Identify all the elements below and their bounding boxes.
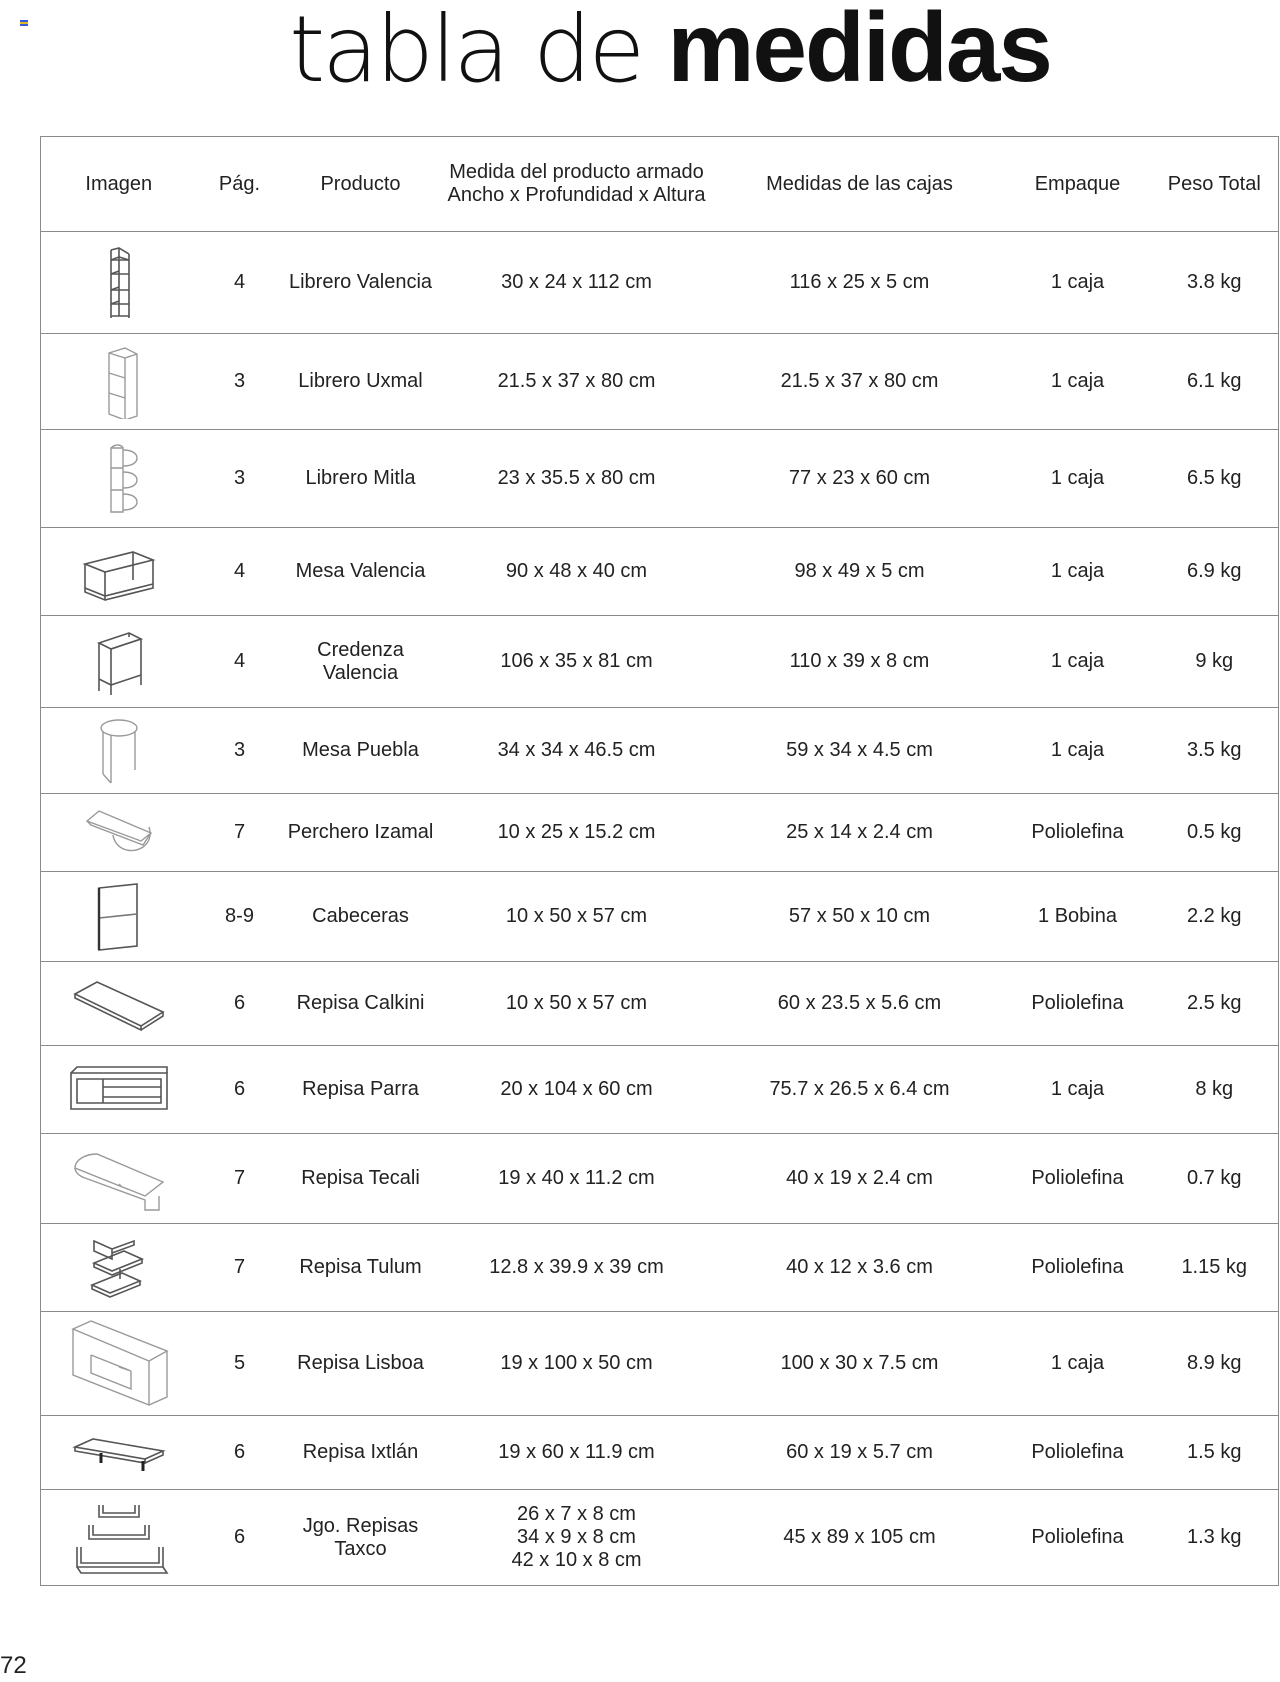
cell-weight: 6.9 kg	[1151, 528, 1279, 616]
cell-measure	[439, 962, 715, 1046]
cell-box: 60 x 19 x 5.7 cm	[715, 1416, 1005, 1490]
cell-measure-line: 12.8 x 39.9 x 39 cm	[489, 1256, 664, 1278]
cell-weight: 6.1 kg	[1151, 334, 1279, 430]
cell-product-line: Jgo. Repisas	[302, 1514, 419, 1537]
cell-weight: 3.5 kg	[1151, 708, 1279, 794]
cell-product-line: Credenza	[317, 638, 404, 661]
cell-product-line: Repisa Tecali	[301, 1167, 420, 1189]
cell-page: 7	[197, 1224, 283, 1312]
cell-product	[283, 1224, 439, 1312]
cell-measure-line: 19 x 60 x 11.9 cm	[498, 1441, 655, 1463]
cell-packing: Poliolefina	[1005, 1490, 1151, 1586]
table-row	[41, 962, 1279, 1046]
page-title	[0, 0, 1280, 105]
cell-packing: Poliolefina	[1005, 794, 1151, 872]
table-row	[41, 1224, 1279, 1312]
cell-measure	[439, 1046, 715, 1134]
table-row	[41, 1312, 1279, 1416]
table-row	[41, 1046, 1279, 1134]
cell-packing: 1 caja	[1005, 430, 1151, 528]
cell-box: 59 x 34 x 4.5 cm	[715, 708, 1005, 794]
table-row	[41, 1134, 1279, 1224]
console-table-icon	[41, 616, 197, 708]
cell-box: 75.7 x 26.5 x 6.4 cm	[715, 1046, 1005, 1134]
cell-product	[283, 232, 439, 334]
cell-product	[283, 1416, 439, 1490]
cell-product-line: Repisa Tulum	[299, 1256, 422, 1278]
cell-product-line: Perchero Izamal	[287, 821, 434, 843]
table-header-row	[41, 137, 1279, 232]
cell-product	[283, 430, 439, 528]
cell-weight: 9 kg	[1151, 616, 1279, 708]
table-row	[41, 232, 1279, 334]
cell-measure	[439, 1134, 715, 1224]
cell-product	[283, 616, 439, 708]
cell-box: 45 x 89 x 105 cm	[715, 1490, 1005, 1586]
cell-measure	[439, 1490, 715, 1586]
cell-measure-line: 23 x 35.5 x 80 cm	[497, 467, 656, 489]
cell-product-line: Librero Mitla	[305, 467, 416, 489]
cell-page: 3	[197, 334, 283, 430]
cell-measure	[439, 708, 715, 794]
cell-product-line: Repisa Parra	[302, 1078, 419, 1100]
cell-measure-line: 19 x 100 x 50 cm	[500, 1352, 653, 1374]
table-row	[41, 1490, 1279, 1586]
cell-weight: 8.9 kg	[1151, 1312, 1279, 1416]
cell-product-line: Repisa Lisboa	[297, 1352, 424, 1374]
cell-weight: 6.5 kg	[1151, 430, 1279, 528]
cell-weight: 3.8 kg	[1151, 232, 1279, 334]
cell-product	[283, 794, 439, 872]
col-header-box: Medidas de las cajas	[715, 137, 1005, 232]
cell-box: 57 x 50 x 10 cm	[715, 872, 1005, 962]
box-shelf-icon	[41, 1046, 197, 1134]
cell-page: 3	[197, 708, 283, 794]
cell-page: 6	[197, 962, 283, 1046]
cell-box: 98 x 49 x 5 cm	[715, 528, 1005, 616]
cell-page: 4	[197, 232, 283, 334]
cell-page: 7	[197, 794, 283, 872]
cell-measure	[439, 232, 715, 334]
cell-page: 4	[197, 616, 283, 708]
coat-hanger-icon	[41, 794, 197, 872]
cell-product	[283, 1312, 439, 1416]
zigzag-shelf-icon	[41, 1224, 197, 1312]
cell-measure-line: 106 x 35 x 81 cm	[500, 650, 653, 672]
cell-measure-line: 20 x 104 x 60 cm	[500, 1078, 653, 1100]
cell-box: 100 x 30 x 7.5 cm	[715, 1312, 1005, 1416]
cell-product-line: Taxco	[334, 1537, 387, 1560]
cell-product	[283, 872, 439, 962]
cell-page: 6	[197, 1490, 283, 1586]
cell-measure	[439, 1416, 715, 1490]
measurements-table	[40, 136, 1279, 1586]
col-header-weight: Peso Total	[1151, 137, 1279, 232]
cube-shelf-icon	[41, 1312, 197, 1416]
headboard-icon	[41, 872, 197, 962]
cell-page: 4	[197, 528, 283, 616]
cell-box: 21.5 x 37 x 80 cm	[715, 334, 1005, 430]
title-bold: medidas	[667, 0, 1051, 102]
cell-measure	[439, 528, 715, 616]
col-header-product: Producto	[283, 137, 439, 232]
cell-measure-line: 30 x 24 x 112 cm	[501, 271, 652, 293]
cell-box: 40 x 19 x 2.4 cm	[715, 1134, 1005, 1224]
cell-measure	[439, 1312, 715, 1416]
col-header-measure-line1: Medida del producto armado	[449, 161, 704, 183]
cell-page: 5	[197, 1312, 283, 1416]
cell-measure-line: 90 x 48 x 40 cm	[505, 560, 648, 582]
cell-page: 6	[197, 1046, 283, 1134]
cell-box: 60 x 23.5 x 5.6 cm	[715, 962, 1005, 1046]
cell-measure	[439, 430, 715, 528]
table-row	[41, 872, 1279, 962]
u-shelves-set-icon	[41, 1490, 197, 1586]
bookshelf-rounded-icon	[41, 430, 197, 528]
cell-packing: 1 caja	[1005, 708, 1151, 794]
cell-measure	[439, 334, 715, 430]
col-header-image: Imagen	[41, 137, 197, 232]
cell-packing: Poliolefina	[1005, 1416, 1151, 1490]
table-row	[41, 334, 1279, 430]
round-side-table-icon	[41, 708, 197, 794]
cell-product	[283, 334, 439, 430]
cell-box: 116 x 25 x 5 cm	[715, 232, 1005, 334]
cell-page: 8-9	[197, 872, 283, 962]
cell-packing: 1 caja	[1005, 232, 1151, 334]
cell-product-line: Mesa Puebla	[302, 739, 419, 761]
table-row	[41, 794, 1279, 872]
cell-box: 110 x 39 x 8 cm	[715, 616, 1005, 708]
cell-measure-line: 34 x 9 x 8 cm	[517, 1526, 636, 1548]
cell-weight: 1.5 kg	[1151, 1416, 1279, 1490]
cell-packing: 1 caja	[1005, 1312, 1151, 1416]
cell-weight: 8 kg	[1151, 1046, 1279, 1134]
cell-page: 3	[197, 430, 283, 528]
cell-weight: 1.3 kg	[1151, 1490, 1279, 1586]
table-row	[41, 1416, 1279, 1490]
cell-measure-line: 34 x 34 x 46.5 cm	[497, 739, 656, 761]
cell-box: 25 x 14 x 2.4 cm	[715, 794, 1005, 872]
cell-page: 7	[197, 1134, 283, 1224]
cell-measure-line: 10 x 50 x 57 cm	[505, 992, 648, 1014]
cell-measure-line: 26 x 7 x 8 cm	[517, 1503, 636, 1525]
cell-measure-line: 21.5 x 37 x 80 cm	[497, 370, 656, 392]
cell-box: 40 x 12 x 3.6 cm	[715, 1224, 1005, 1312]
cell-measure-line: 10 x 50 x 57 cm	[505, 905, 648, 927]
cell-weight: 2.2 kg	[1151, 872, 1279, 962]
cell-page: 6	[197, 1416, 283, 1490]
cell-product-line: Repisa Ixtlán	[302, 1441, 419, 1463]
cell-packing: 1 Bobina	[1005, 872, 1151, 962]
bookshelf-tall-icon	[41, 232, 197, 334]
cell-packing: 1 caja	[1005, 334, 1151, 430]
cell-box: 77 x 23 x 60 cm	[715, 430, 1005, 528]
cell-measure	[439, 1224, 715, 1312]
cell-product	[283, 1134, 439, 1224]
cell-packing: 1 caja	[1005, 528, 1151, 616]
title-light: tabla de	[289, 0, 643, 103]
cell-weight: 1.15 kg	[1151, 1224, 1279, 1312]
col-header-measure	[439, 137, 715, 232]
cell-product	[283, 708, 439, 794]
floating-shelf-icon	[41, 962, 197, 1046]
coffee-table-icon	[41, 528, 197, 616]
table-row	[41, 528, 1279, 616]
cell-measure	[439, 616, 715, 708]
col-header-packing: Empaque	[1005, 137, 1151, 232]
cell-product-line: Mesa Valencia	[295, 560, 426, 582]
cell-packing: 1 caja	[1005, 1046, 1151, 1134]
table-row	[41, 708, 1279, 794]
cell-packing: 1 caja	[1005, 616, 1151, 708]
cell-product	[283, 1046, 439, 1134]
cell-weight: 2.5 kg	[1151, 962, 1279, 1046]
cell-measure-line: 42 x 10 x 8 cm	[511, 1549, 642, 1571]
cell-measure-line: 10 x 25 x 15.2 cm	[497, 821, 656, 843]
cell-packing: Poliolefina	[1005, 962, 1151, 1046]
col-header-measure-line2: Ancho x Profundidad x Altura	[447, 184, 706, 206]
table-row	[41, 430, 1279, 528]
cell-product	[283, 528, 439, 616]
cell-product-line: Cabeceras	[312, 905, 409, 927]
cell-product-line: Librero Valencia	[288, 271, 433, 293]
cell-product	[283, 962, 439, 1046]
cell-weight: 0.5 kg	[1151, 794, 1279, 872]
cell-product-line: Repisa Calkini	[296, 992, 425, 1014]
cell-packing: Poliolefina	[1005, 1134, 1151, 1224]
cell-weight: 0.7 kg	[1151, 1134, 1279, 1224]
cell-measure	[439, 872, 715, 962]
cell-product	[283, 1490, 439, 1586]
cell-product-line: Librero Uxmal	[298, 370, 423, 392]
cell-measure-line: 19 x 40 x 11.2 cm	[498, 1167, 655, 1189]
table-row	[41, 616, 1279, 708]
corner-shelf-icon	[41, 1134, 197, 1224]
cell-product-line: Valencia	[322, 661, 399, 684]
cell-measure	[439, 794, 715, 872]
bookshelf-box-icon	[41, 334, 197, 430]
col-header-page: Pág.	[197, 137, 283, 232]
bracket-shelf-icon	[41, 1416, 197, 1490]
cell-packing: Poliolefina	[1005, 1224, 1151, 1312]
page-number: 72	[0, 1652, 27, 1679]
